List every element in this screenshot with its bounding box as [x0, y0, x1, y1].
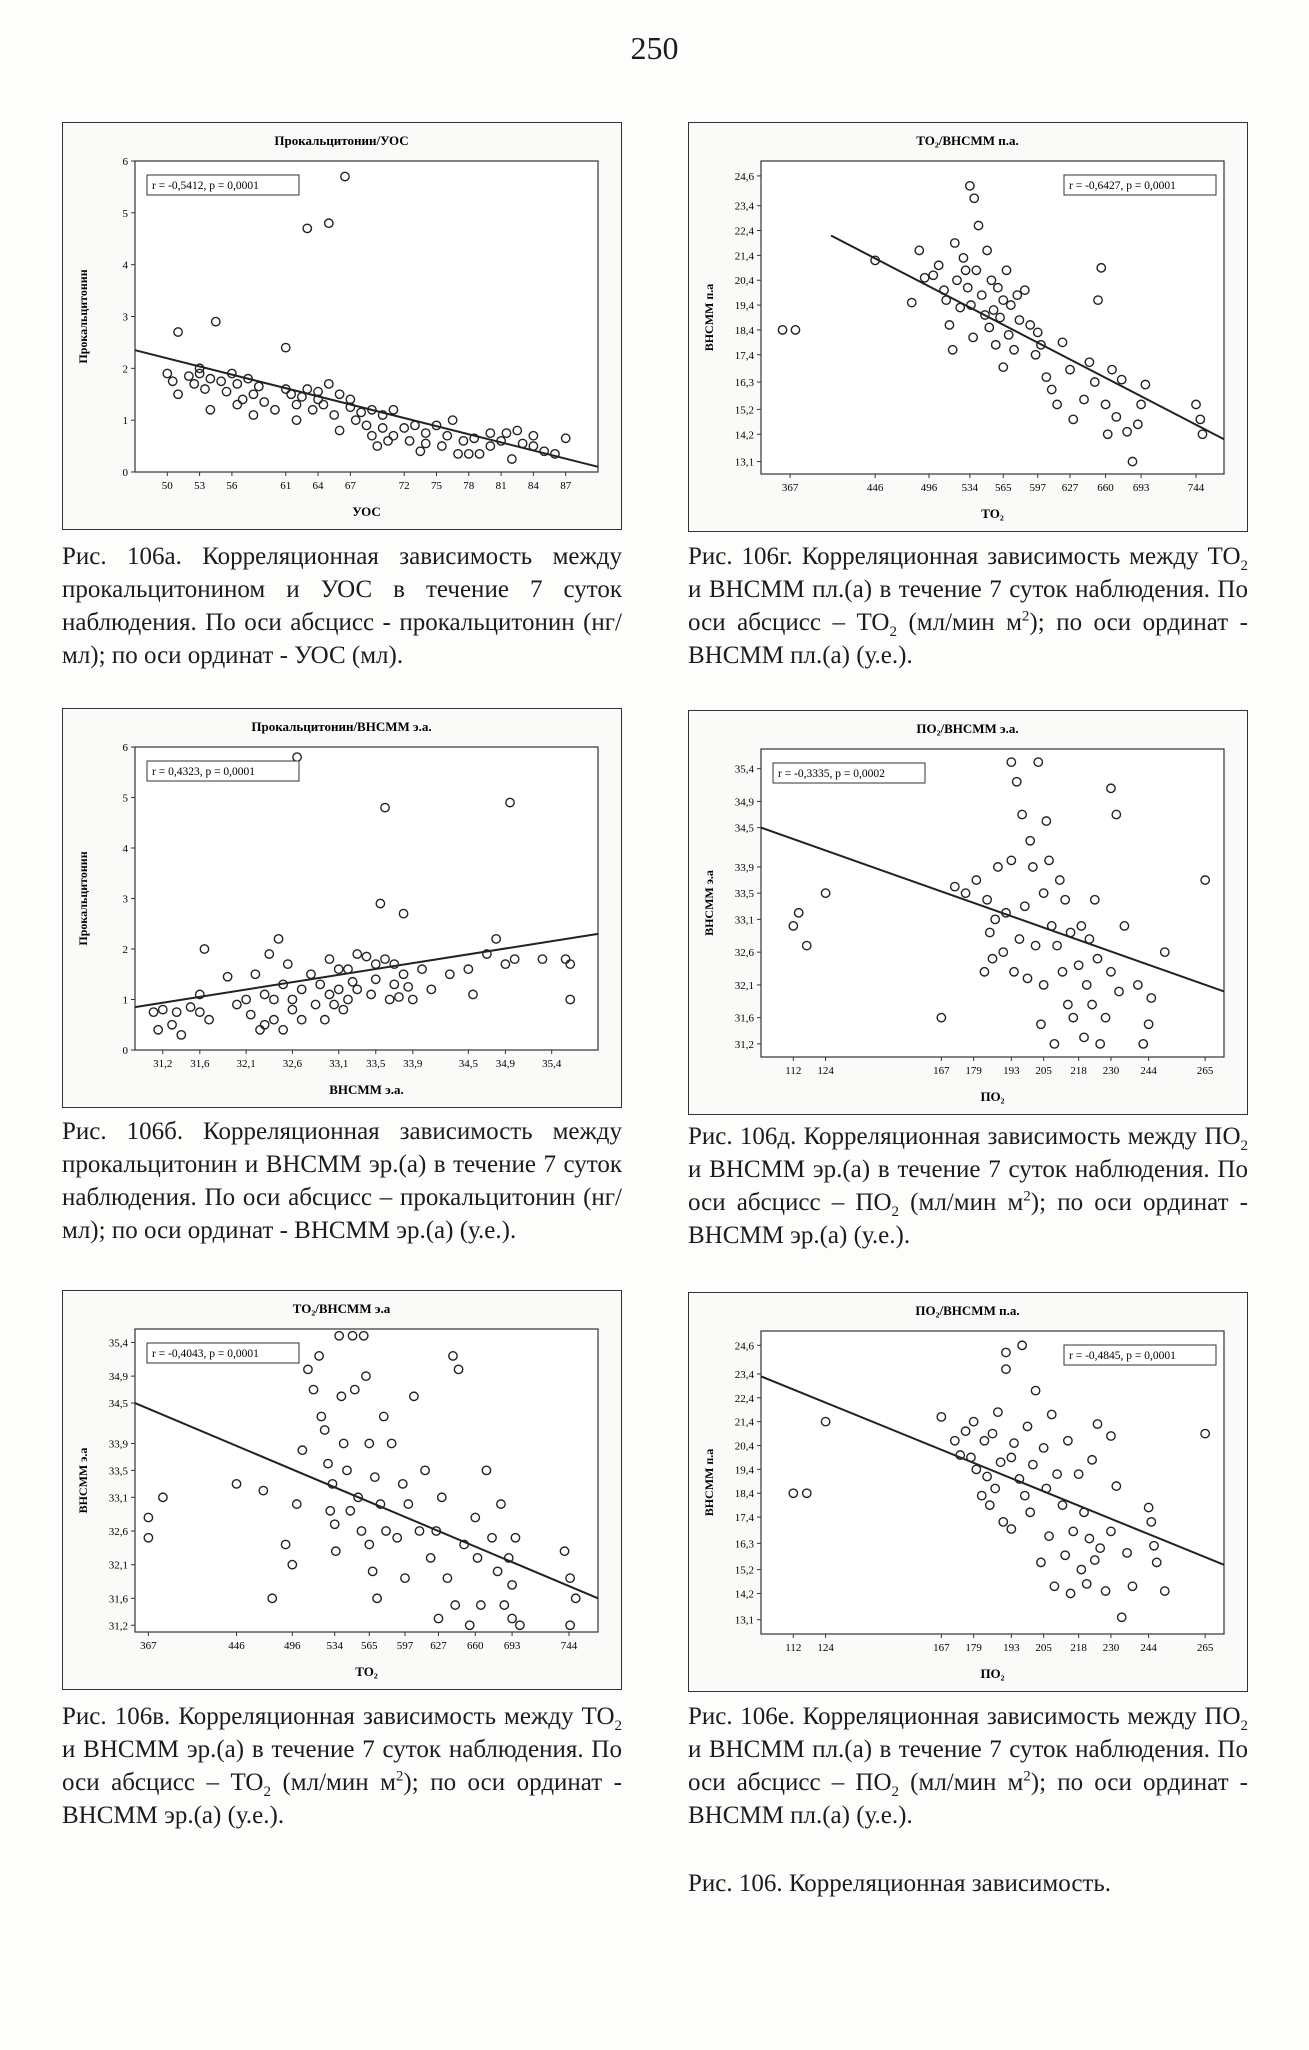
y-tick-label: 13,1 — [734, 1614, 754, 1627]
caption-text: Корреляционная зависимость между прокальцитонин и ВНСММ эр.(а) в течение 7 суток наблюдения. По оси абсцисс – прокальцитонин (нг/мл); по оси ординат - ВНСММ эр.(а) (у.е.). — [62, 1118, 622, 1244]
x-tick-label: 218 — [1070, 1065, 1087, 1077]
x-tick-label: 446 — [228, 1640, 245, 1652]
y-tick-label: 33,9 — [734, 861, 754, 874]
y-tick-label: 4 — [122, 843, 128, 855]
subscript: 2 — [891, 1204, 900, 1220]
superscript: 2 — [395, 1768, 404, 1785]
x-tick-label: 744 — [1187, 482, 1205, 494]
y-tick-label: 2 — [122, 363, 128, 376]
y-tick-label: 33,5 — [734, 888, 754, 901]
chart-title: Прокальцитонин/УОС — [274, 133, 409, 148]
y-axis-label: ВНСММ э.а — [76, 1447, 90, 1514]
x-tick-label: 446 — [866, 482, 884, 494]
subscript: 2 — [891, 1784, 900, 1800]
x-tick-label: 61 — [280, 480, 292, 492]
x-tick-label: 34,5 — [458, 1058, 478, 1070]
y-tick-label: 20,4 — [734, 275, 754, 288]
x-tick-label: 660 — [467, 1640, 484, 1652]
y-tick-label: 34,5 — [108, 1398, 128, 1411]
correlation-annotation: r = -0,5412, p = 0,0001 — [152, 180, 259, 192]
y-tick-label: 16,3 — [734, 377, 754, 390]
y-tick-label: 32,1 — [734, 979, 754, 992]
x-tick-label: 84 — [527, 480, 539, 492]
y-axis-label: Прокальцитонин — [76, 269, 90, 364]
superscript: 2 — [1023, 1768, 1031, 1785]
y-tick-label: 2 — [122, 944, 128, 956]
y-tick-label: 31,2 — [734, 1038, 754, 1051]
x-tick-label: 193 — [1003, 1642, 1020, 1654]
caption-b — [62, 1115, 622, 1247]
x-tick-label: 193 — [1003, 1065, 1020, 1077]
scatter-chart — [689, 711, 1246, 1113]
x-tick-label: 244 — [1140, 1065, 1157, 1077]
x-tick-label: 75 — [430, 480, 442, 492]
x-tick-label: 56 — [226, 480, 238, 492]
y-tick-label: 19,4 — [734, 300, 754, 313]
caption-text: и ВНСММ пл.(а) в течение 7 суток наблюдения. По оси абсцисс – ТО — [688, 576, 1248, 636]
x-tick-label: 33,5 — [366, 1058, 386, 1070]
correlation-annotation: r = -0,4043, p = 0,0001 — [152, 1348, 259, 1360]
plot-area — [135, 161, 598, 472]
x-tick-label: 496 — [920, 482, 938, 494]
caption-e — [688, 1120, 1248, 1252]
y-tick-label: 33,1 — [108, 1492, 128, 1505]
x-axis-label: ВНСММ э.а. — [329, 1082, 404, 1097]
caption-text: ); по оси ординат - ВНСММ эр.(а) (у.е.). — [62, 1769, 622, 1829]
y-tick-label: 23,4 — [734, 1368, 754, 1381]
y-tick-label: 15,2 — [734, 1564, 754, 1577]
subscript: 2 — [889, 624, 897, 640]
y-tick-label: 32,1 — [108, 1559, 128, 1572]
x-tick-label: 32,6 — [282, 1058, 303, 1070]
caption-label: Рис. 106в. — [62, 1703, 171, 1730]
x-tick-label: 244 — [1140, 1642, 1157, 1654]
x-tick-label: 53 — [194, 480, 206, 492]
y-tick-label: 6 — [122, 742, 128, 754]
figure-caption: Рис. 106. Корреляционная зависимость. — [688, 1870, 1111, 1897]
superscript: 2 — [1023, 1188, 1031, 1205]
x-tick-label: 693 — [1132, 482, 1150, 494]
caption-text: (мл/мин м — [899, 1189, 1024, 1216]
x-tick-label: 64 — [312, 480, 324, 492]
caption-label: Рис. 106д. — [688, 1123, 797, 1150]
x-tick-label: 35,4 — [542, 1058, 562, 1070]
y-tick-label: 20,4 — [734, 1440, 754, 1453]
y-tick-label: 5 — [122, 792, 128, 805]
x-tick-label: 265 — [1196, 1642, 1214, 1654]
x-tick-label: 87 — [560, 480, 572, 492]
x-tick-label: 124 — [817, 1065, 834, 1077]
x-tick-label: 744 — [560, 1640, 578, 1652]
caption-text: и ВНСММ эр.(а) в течение 7 суток наблюдения. По оси абсцисс – ТО — [62, 1736, 622, 1796]
y-tick-label: 34,9 — [734, 796, 754, 809]
caption-f — [688, 1700, 1248, 1832]
x-axis-label: ПО₂ — [980, 1089, 1005, 1104]
y-tick-label: 31,6 — [734, 1012, 754, 1025]
scatter-chart — [689, 123, 1246, 530]
x-tick-label: 205 — [1035, 1642, 1052, 1654]
caption-text: Корреляционная зависимость между ТО — [801, 543, 1241, 570]
x-tick-label: 112 — [785, 1065, 802, 1077]
scatter-chart — [63, 123, 620, 528]
caption-a — [62, 540, 622, 672]
x-tick-label: 78 — [463, 480, 475, 492]
x-tick-label: 32,1 — [236, 1058, 256, 1070]
x-tick-label: 597 — [1029, 482, 1046, 494]
chart-title: ПО₂/ВНСММ э.а. — [916, 721, 1019, 736]
y-tick-label: 35,4 — [108, 1337, 128, 1350]
chart-title: ТО₂/ВНСММ э.а — [292, 1301, 391, 1316]
y-tick-label: 0 — [122, 1045, 128, 1057]
y-tick-label: 1 — [122, 415, 128, 428]
x-axis-label: ТО₂ — [355, 1664, 378, 1679]
caption-text: (мл/мин м — [896, 609, 1022, 636]
x-tick-label: 167 — [933, 1065, 950, 1077]
plot-area — [761, 161, 1224, 474]
x-tick-label: 218 — [1070, 1642, 1087, 1654]
plot-area — [761, 1331, 1224, 1634]
caption-text: Корреляционная зависимость между прокальцитонином и УОС в течение 7 суток наблюдения. По оси абсцисс - прокальцитонин (нг/мл); по оси ординат - УОС (мл). — [62, 543, 622, 669]
y-tick-label: 33,5 — [108, 1465, 128, 1478]
x-tick-label: 205 — [1035, 1065, 1052, 1077]
y-tick-label: 4 — [122, 259, 128, 272]
x-tick-label: 72 — [398, 480, 410, 492]
page-number: 250 — [630, 30, 679, 66]
y-tick-label: 16,3 — [734, 1538, 754, 1551]
y-tick-label: 0 — [122, 467, 128, 479]
plot-area — [135, 747, 598, 1050]
x-tick-label: 179 — [965, 1642, 982, 1654]
caption-text: ); по оси ординат - ВНСММ эр.(а) (у.е.). — [688, 1189, 1248, 1249]
chart-title: Прокальцитонин/ВНСММ э.а. — [251, 719, 432, 734]
y-tick-label: 15,2 — [734, 404, 754, 417]
x-tick-label: 265 — [1196, 1065, 1214, 1077]
x-tick-label: 230 — [1102, 1642, 1120, 1654]
y-tick-label: 14,2 — [734, 429, 754, 442]
y-tick-label: 5 — [122, 207, 128, 220]
plot-area — [761, 749, 1224, 1057]
caption-label: Рис. 106б. — [62, 1118, 184, 1145]
scatter-chart — [63, 1291, 620, 1688]
y-tick-label: 34,9 — [108, 1371, 128, 1384]
y-axis-label: ВНСММ п.а — [702, 283, 716, 352]
x-tick-label: 597 — [396, 1640, 414, 1652]
y-tick-label: 17,4 — [734, 1512, 754, 1525]
plot-area — [135, 1329, 598, 1632]
x-tick-label: 627 — [430, 1640, 447, 1652]
x-tick-label: 565 — [361, 1640, 378, 1652]
x-axis-label: УОС — [352, 504, 381, 519]
chart-panel-e — [688, 710, 1248, 1115]
y-axis-label: Прокальцитонин — [76, 851, 90, 946]
x-tick-label: 33,1 — [329, 1058, 349, 1070]
y-tick-label: 13,1 — [734, 456, 754, 469]
y-tick-label: 32,6 — [734, 947, 754, 960]
caption-label: Рис. 106а. — [62, 543, 182, 570]
chart-panel-b — [62, 708, 622, 1108]
caption-text: (мл/мин м — [899, 1769, 1024, 1796]
caption-text: ); по оси ординат - ВНСММ пл.(а) (у.е.). — [688, 1769, 1248, 1829]
x-tick-label: 124 — [817, 1642, 834, 1654]
y-tick-label: 33,9 — [108, 1438, 128, 1451]
y-tick-label: 22,4 — [734, 1392, 754, 1405]
y-tick-label: 3 — [122, 893, 128, 906]
x-tick-label: 31,6 — [190, 1058, 210, 1070]
y-tick-label: 34,5 — [734, 822, 754, 835]
x-tick-label: 693 — [503, 1640, 521, 1652]
x-tick-label: 167 — [933, 1642, 950, 1654]
caption-text: ); по оси ординат - ВНСММ пл.(а) (у.е.). — [688, 609, 1248, 669]
caption-text: Корреляционная зависимость между ТО — [178, 1703, 615, 1730]
x-tick-label: 31,2 — [153, 1058, 173, 1070]
correlation-annotation: r = -0,4845, p = 0,0001 — [1069, 1350, 1176, 1362]
caption-label: Рис. 106е. — [688, 1703, 796, 1730]
x-tick-label: 67 — [344, 480, 356, 492]
chart-panel-c — [62, 1290, 622, 1690]
y-tick-label: 22,4 — [734, 225, 754, 238]
x-tick-label: 179 — [965, 1065, 982, 1077]
y-tick-label: 32,6 — [108, 1526, 128, 1538]
y-tick-label: 17,4 — [734, 349, 754, 362]
x-tick-label: 496 — [284, 1640, 301, 1652]
scatter-chart — [63, 709, 620, 1106]
y-tick-label: 18,4 — [734, 1488, 754, 1501]
correlation-annotation: r = 0,4323, p = 0,0001 — [152, 766, 256, 778]
subscript: 2 — [1240, 1138, 1249, 1154]
y-tick-label: 24,6 — [734, 170, 754, 183]
y-tick-label: 21,4 — [734, 1416, 754, 1429]
x-tick-label: 81 — [495, 480, 507, 492]
subscript: 2 — [1240, 558, 1248, 574]
y-tick-label: 1 — [122, 994, 128, 1007]
y-tick-label: 24,6 — [734, 1340, 754, 1353]
y-tick-label: 6 — [122, 156, 128, 168]
x-tick-label: 660 — [1097, 482, 1114, 494]
y-axis-label: ВНСММ п.а — [702, 1448, 716, 1517]
y-tick-label: 31,6 — [108, 1593, 128, 1606]
x-tick-label: 565 — [995, 482, 1012, 494]
x-tick-label: 534 — [961, 482, 979, 494]
caption-text: (мл/мин м — [270, 1769, 396, 1796]
x-tick-label: 627 — [1061, 482, 1079, 494]
x-tick-label: 367 — [781, 482, 799, 494]
x-tick-label: 50 — [161, 480, 173, 492]
x-axis-label: ПО₂ — [980, 1666, 1005, 1681]
y-tick-label: 19,4 — [734, 1464, 754, 1477]
subscript: 2 — [1240, 1718, 1248, 1734]
superscript: 2 — [1021, 608, 1030, 625]
caption-d — [688, 540, 1248, 672]
caption-text: Корреляционная зависимость между ПО — [802, 1703, 1241, 1730]
chart-title: ТО₂/ВНСММ п.а. — [916, 133, 1019, 148]
x-tick-label: 33,9 — [403, 1058, 423, 1070]
x-axis-label: ТО₂ — [981, 506, 1004, 521]
y-tick-label: 23,4 — [734, 200, 754, 213]
subscript: 2 — [614, 1718, 623, 1734]
x-tick-label: 367 — [140, 1640, 157, 1652]
y-tick-label: 3 — [122, 311, 128, 324]
x-tick-label: 230 — [1102, 1065, 1120, 1077]
caption-text: и ВНСММ эр.(а) в течение 7 суток наблюдения. По оси абсцисс – ПО — [688, 1156, 1248, 1216]
chart-panel-a — [62, 122, 622, 530]
y-axis-label: ВНСММ э.а — [702, 870, 716, 936]
x-tick-label: 534 — [326, 1640, 343, 1652]
chart-title: ПО₂/ВНСММ п.а. — [915, 1303, 1020, 1318]
correlation-annotation: r = -0,6427, p = 0,0001 — [1069, 180, 1176, 192]
y-tick-label: 18,4 — [734, 324, 754, 337]
y-tick-label: 14,2 — [734, 1588, 754, 1601]
caption-label: Рис. 106г. — [688, 543, 793, 570]
x-tick-label: 34,9 — [495, 1058, 516, 1070]
chart-panel-f — [688, 1292, 1248, 1692]
caption-text: Корреляционная зависимость между ПО — [803, 1123, 1241, 1150]
y-tick-label: 21,4 — [734, 250, 754, 263]
correlation-annotation: r = -0,3335, p = 0,0002 — [778, 768, 885, 780]
chart-panel-d — [688, 122, 1248, 532]
caption-text: и ВНСММ пл.(а) в течение 7 суток наблюдения. По оси абсцисс – ПО — [688, 1736, 1248, 1796]
y-tick-label: 31,2 — [108, 1620, 128, 1633]
x-tick-label: 112 — [785, 1642, 802, 1654]
caption-c — [62, 1700, 622, 1832]
subscript: 2 — [263, 1784, 271, 1800]
y-tick-label: 35,4 — [734, 763, 754, 776]
y-tick-label: 33,1 — [734, 914, 754, 927]
scatter-chart — [689, 1293, 1246, 1690]
